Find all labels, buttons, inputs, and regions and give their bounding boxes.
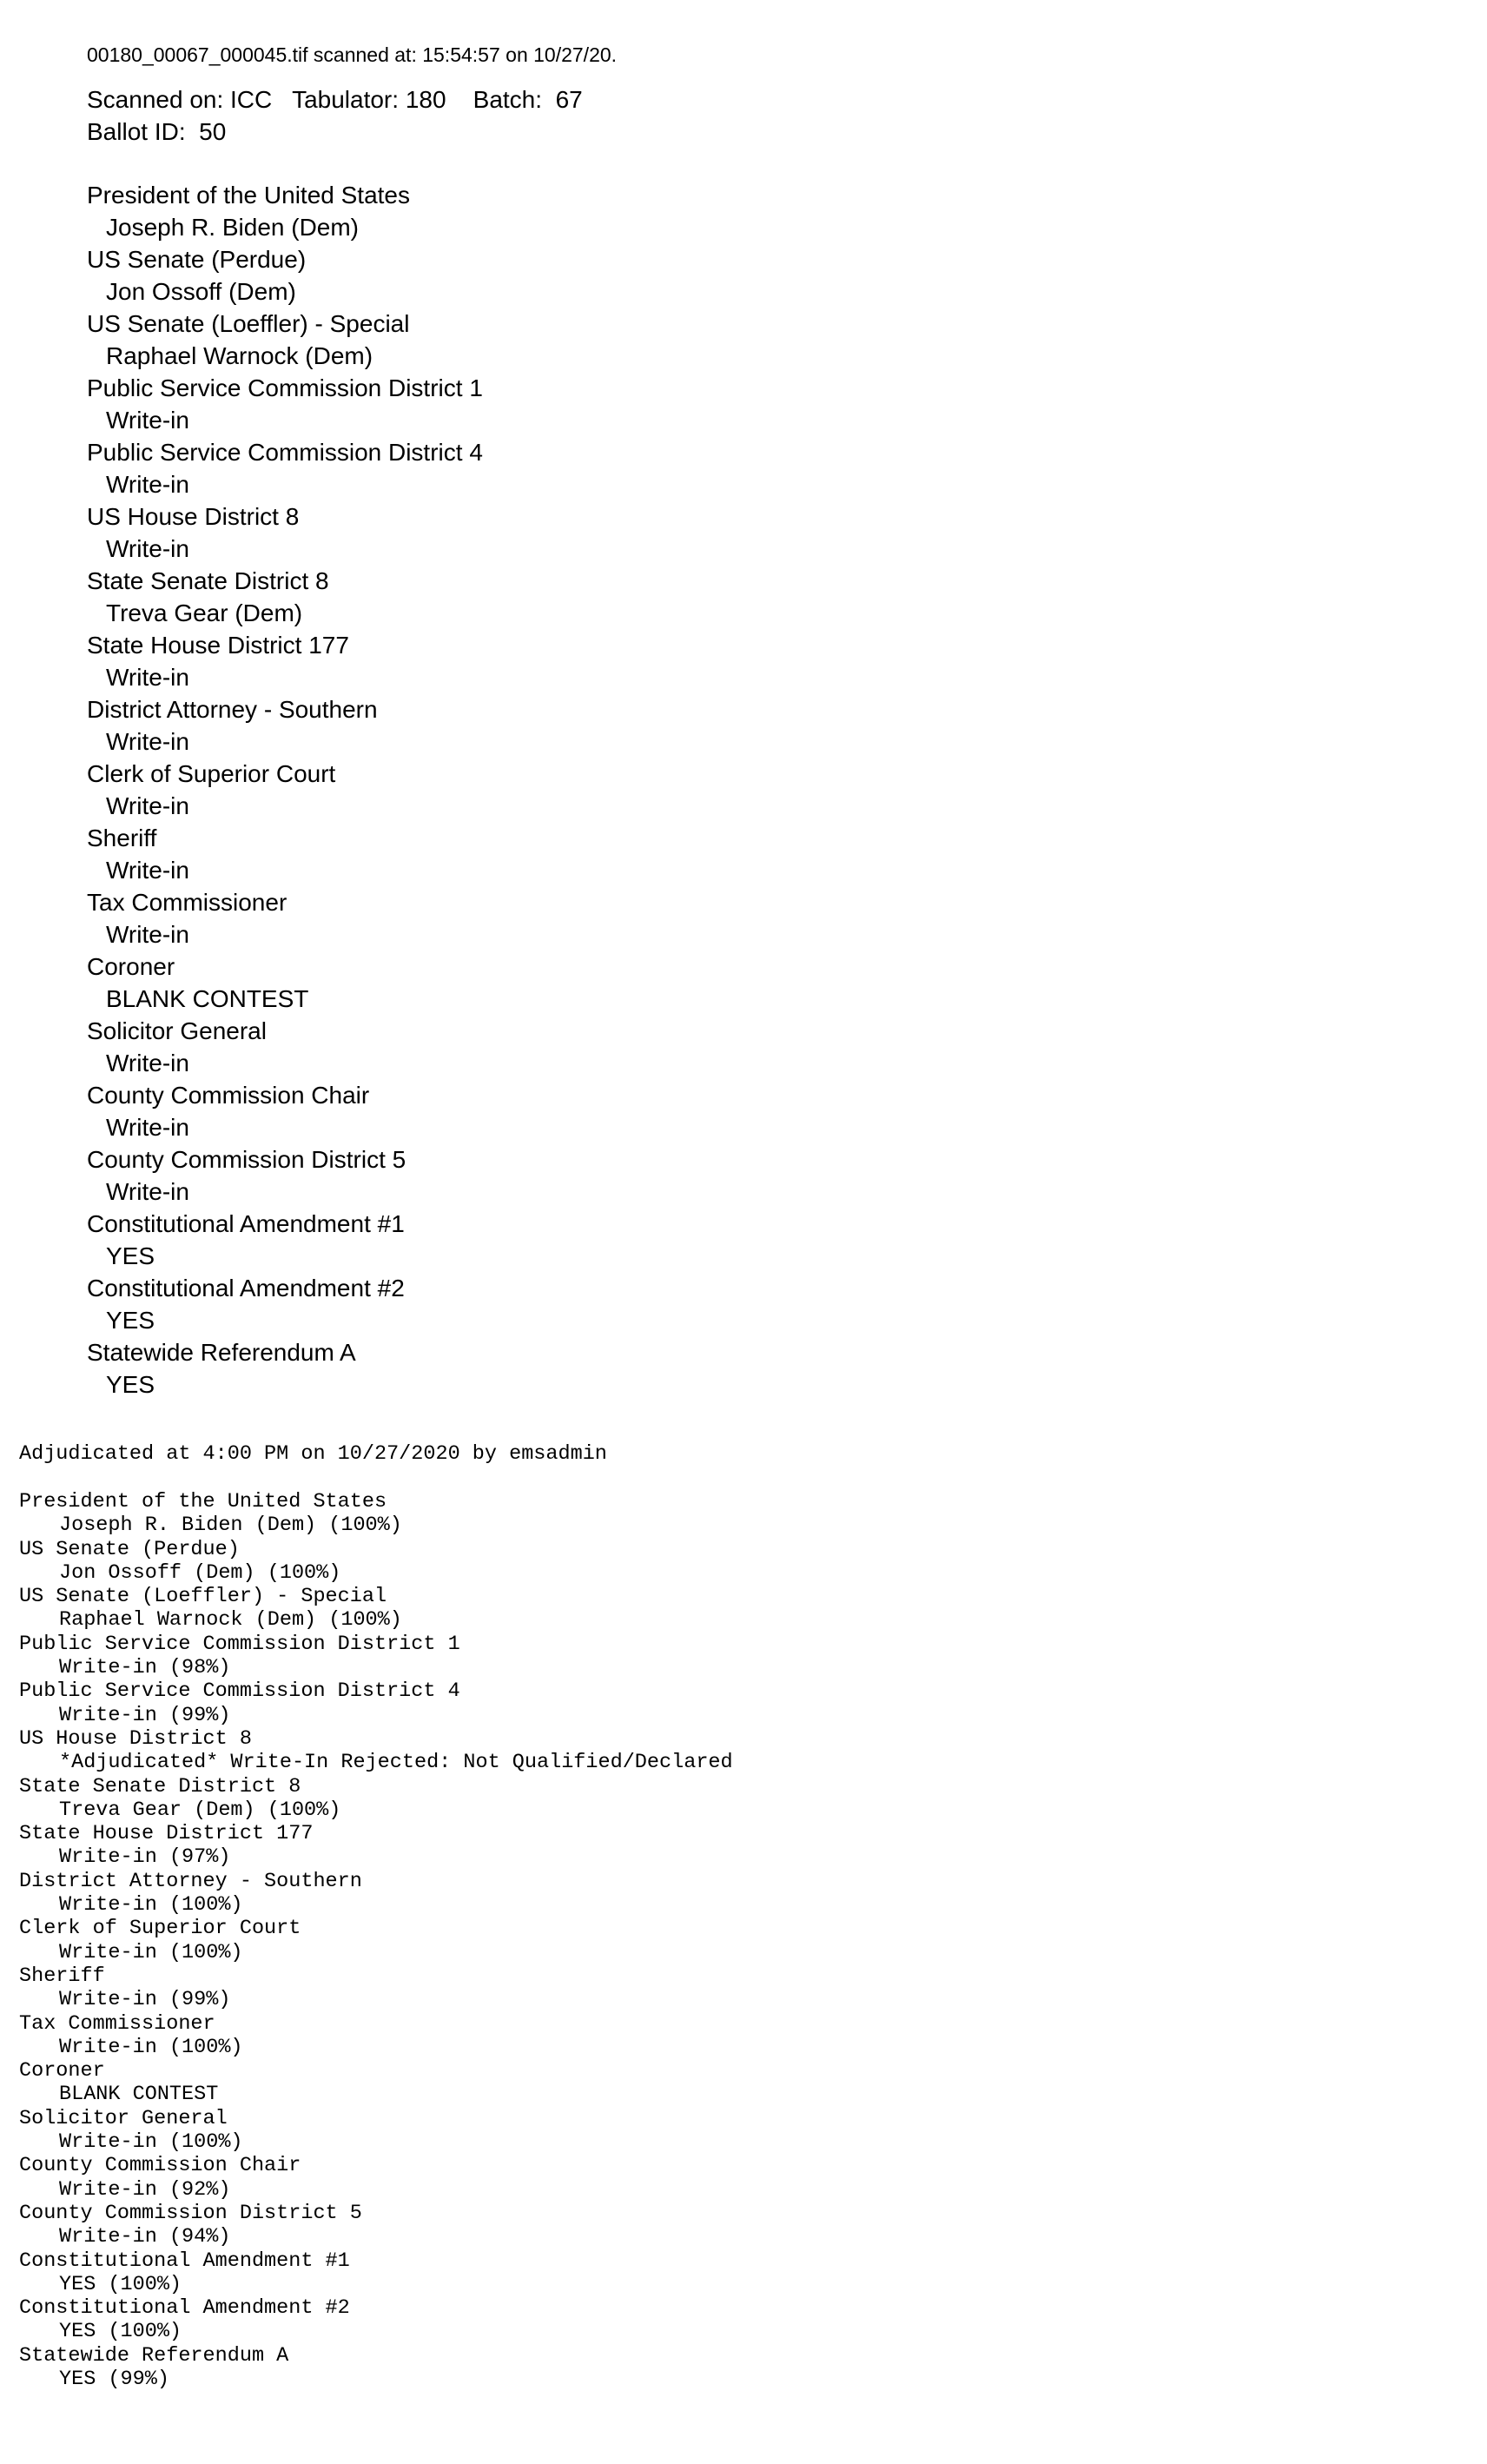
adjudicated-contest-title: Constitutional Amendment #1	[19, 2249, 350, 2273]
scanned-contest	[87, 822, 1442, 886]
scan-file-line: 00180_00067_000045.tif scanned at: 15:54:57 on 10/27/20.	[87, 43, 618, 66]
scanned-contest-choice: BLANK CONTEST	[106, 985, 309, 1012]
scanned-contest-title: Public Service Commission District 4	[87, 439, 483, 466]
adjudicated-contest	[19, 1679, 1461, 1727]
adjudicated-contest	[19, 2344, 1461, 2392]
scanned-contest-choice: Write-in	[106, 1050, 189, 1076]
scanned-contest	[87, 1015, 1442, 1079]
scanned-contest-choice: Write-in	[106, 664, 189, 691]
adjudication-section	[19, 1442, 1461, 2391]
adjudicated-contest-choice: YES (100%)	[59, 2272, 182, 2296]
scanned-contest-title: President of the United States	[87, 182, 410, 209]
adjudicated-contest-choice: Jon Ossoff (Dem) (100%)	[59, 1560, 341, 1585]
adjudicated-contest-title: Tax Commissioner	[19, 2011, 215, 2036]
adjudicated-contest-title: Public Service Commission District 1	[19, 1632, 460, 1656]
adjudicated-contest-title: County Commission District 5	[19, 2201, 362, 2225]
adjudicated-contest	[19, 2107, 1461, 2155]
adjudicated-contest-choice: Write-in (92%)	[59, 2177, 231, 2202]
adjudicated-contest-choice: Write-in (98%)	[59, 1656, 231, 1680]
scanned-contest-choice: Write-in	[106, 792, 189, 819]
scanned-contest-title: County Commission District 5	[87, 1146, 406, 1173]
adjudicated-contest-choice: YES (99%)	[59, 2367, 169, 2391]
scanned-contest-choice: Jon Ossoff (Dem)	[106, 278, 296, 305]
adjudicated-contest-choice: Joseph R. Biden (Dem) (100%)	[59, 1514, 402, 1538]
scanned-contest-title: Public Service Commission District 1	[87, 374, 483, 401]
adjudicated-contest-title: President of the United States	[19, 1490, 387, 1514]
scan-info-block	[87, 83, 1442, 148]
adjudicated-contest-title: State House District 177	[19, 1822, 314, 1846]
scanned-contest-choice: YES	[106, 1371, 155, 1398]
ballot-scan-section	[87, 31, 1442, 1401]
scanned-contest-choice: Joseph R. Biden (Dem)	[106, 214, 360, 241]
adjudicated-contest	[19, 1775, 1461, 1823]
scanned-contest	[87, 886, 1442, 950]
adjudicated-contest-title: US Senate (Perdue)	[19, 1537, 240, 1561]
scanned-contest-list	[87, 179, 1442, 1401]
scanned-contest-title: Tax Commissioner	[87, 889, 287, 916]
adjudicated-contest-title: County Commission Chair	[19, 2154, 301, 2178]
adjudicated-contest-title: District Attorney - Southern	[19, 1869, 362, 1893]
scanned-contest-title: Coroner	[87, 953, 175, 980]
scanned-contest-choice: Write-in	[106, 535, 189, 562]
scanned-contest	[87, 950, 1442, 1015]
scanned-contest-title: District Attorney - Southern	[87, 696, 378, 723]
scanned-contest-choice: Raphael Warnock (Dem)	[106, 342, 373, 369]
adjudicated-contest-choice: Write-in (100%)	[59, 1940, 243, 1964]
adjudicated-contest-choice: Write-in (99%)	[59, 1703, 231, 1727]
adjudicated-contest-title: Constitutional Amendment #2	[19, 2296, 350, 2321]
scanned-contest	[87, 308, 1442, 372]
scanned-contest-choice: Write-in	[106, 407, 189, 434]
scanned-contest	[87, 1336, 1442, 1401]
adjudicated-contest	[19, 1917, 1461, 1964]
adjudicated-contest	[19, 2154, 1461, 2202]
scanned-contest-choice: Write-in	[106, 921, 189, 948]
scanned-contest	[87, 758, 1442, 822]
scanned-contest	[87, 629, 1442, 693]
scanned-contest	[87, 436, 1442, 500]
adjudicated-contest-title: State Senate District 8	[19, 1774, 301, 1798]
adjudicated-contest	[19, 2012, 1461, 2060]
adjudicated-contest-title: Solicitor General	[19, 2106, 228, 2130]
adjudicated-contest-list	[19, 1490, 1461, 2391]
adjudicated-contest	[19, 1727, 1461, 1775]
scanned-contest	[87, 243, 1442, 308]
scanned-contest-choice: Write-in	[106, 1114, 189, 1141]
scanned-contest	[87, 500, 1442, 565]
adjudicated-contest	[19, 1538, 1461, 1586]
scanned-contest-title: US Senate (Perdue)	[87, 246, 307, 273]
adjudication-header: Adjudicated at 4:00 PM on 10/27/2020 by emsadmin	[19, 1442, 607, 1466]
adjudicated-contest-choice: Write-in (100%)	[59, 2035, 243, 2059]
scanned-contest-title: State Senate District 8	[87, 567, 329, 594]
adjudicated-contest-choice: Write-in (94%)	[59, 2225, 231, 2249]
adjudicated-contest	[19, 1964, 1461, 2012]
scanned-contest-title: County Commission Chair	[87, 1082, 370, 1109]
adjudicated-contest-title: Clerk of Superior Court	[19, 1917, 301, 1941]
scanned-contest-title: Sheriff	[87, 825, 157, 851]
adjudicated-contest-choice: Write-in (99%)	[59, 1988, 231, 2012]
adjudicated-contest	[19, 1870, 1461, 1918]
scanned-contest-choice: Treva Gear (Dem)	[106, 599, 303, 626]
adjudicated-contest	[19, 2059, 1461, 2107]
scanned-contest	[87, 1079, 1442, 1143]
adjudicated-contest-title: US House District 8	[19, 1726, 252, 1751]
adjudicated-contest-choice: Write-in (100%)	[59, 1893, 243, 1918]
adjudicated-contest-title: Statewide Referendum A	[19, 2343, 289, 2368]
scanned-contest-choice: Write-in	[106, 728, 189, 755]
scanned-contest-title: US Senate (Loeffler) - Special	[87, 310, 410, 337]
adjudicated-contest-choice: Raphael Warnock (Dem) (100%)	[59, 1608, 402, 1633]
scanned-contest	[87, 1272, 1442, 1336]
adjudicated-contest-title: US Senate (Loeffler) - Special	[19, 1585, 387, 1609]
scanned-contest-title: Statewide Referendum A	[87, 1339, 356, 1366]
scanned-contest	[87, 565, 1442, 629]
scanned-contest	[87, 179, 1442, 243]
scanned-contest-title: Constitutional Amendment #1	[87, 1210, 405, 1237]
adjudicated-contest-choice: Treva Gear (Dem) (100%)	[59, 1798, 341, 1822]
adjudicated-contest	[19, 1490, 1461, 1538]
adjudicated-contest-title: Public Service Commission District 4	[19, 1679, 460, 1704]
adjudicated-contest-choice: YES (100%)	[59, 2320, 182, 2344]
adjudicated-contest-choice: Write-in (100%)	[59, 2130, 243, 2155]
scanned-contest	[87, 1143, 1442, 1208]
adjudicated-contest-choice: *Adjudicated* Write-In Rejected: Not Qualified/Declared	[59, 1751, 733, 1775]
adjudicated-contest	[19, 1633, 1461, 1680]
adjudicated-contest	[19, 2296, 1461, 2344]
scanned-contest-title: Clerk of Superior Court	[87, 760, 336, 787]
scanned-contest-title: Constitutional Amendment #2	[87, 1275, 405, 1302]
scanned-contest	[87, 1208, 1442, 1272]
scanned-contest-choice: YES	[106, 1307, 155, 1334]
adjudicated-contest-choice: Write-in (97%)	[59, 1845, 231, 1870]
scanned-on-line: Scanned on: ICC Tabulator: 180 Batch: 67	[87, 86, 583, 113]
scanned-contest-choice: Write-in	[106, 857, 189, 884]
scanned-contest	[87, 372, 1442, 436]
ballot-id-line: Ballot ID: 50	[87, 118, 227, 145]
scanned-contest-title: Solicitor General	[87, 1017, 267, 1044]
adjudicated-contest	[19, 2202, 1461, 2249]
scanned-contest-choice: YES	[106, 1242, 155, 1269]
adjudicated-contest	[19, 1585, 1461, 1633]
adjudicated-contest-title: Sheriff	[19, 1964, 105, 1988]
adjudicated-contest	[19, 2249, 1461, 2297]
scanned-contest-choice: Write-in	[106, 471, 189, 498]
scanned-contest	[87, 693, 1442, 758]
adjudicated-contest-title: Coroner	[19, 2059, 105, 2083]
scanned-contest-choice: Write-in	[106, 1178, 189, 1205]
scanned-contest-title: State House District 177	[87, 632, 349, 659]
scanned-contest-title: US House District 8	[87, 503, 300, 530]
adjudicated-contest-choice: BLANK CONTEST	[59, 2083, 219, 2107]
adjudicated-contest	[19, 1822, 1461, 1870]
